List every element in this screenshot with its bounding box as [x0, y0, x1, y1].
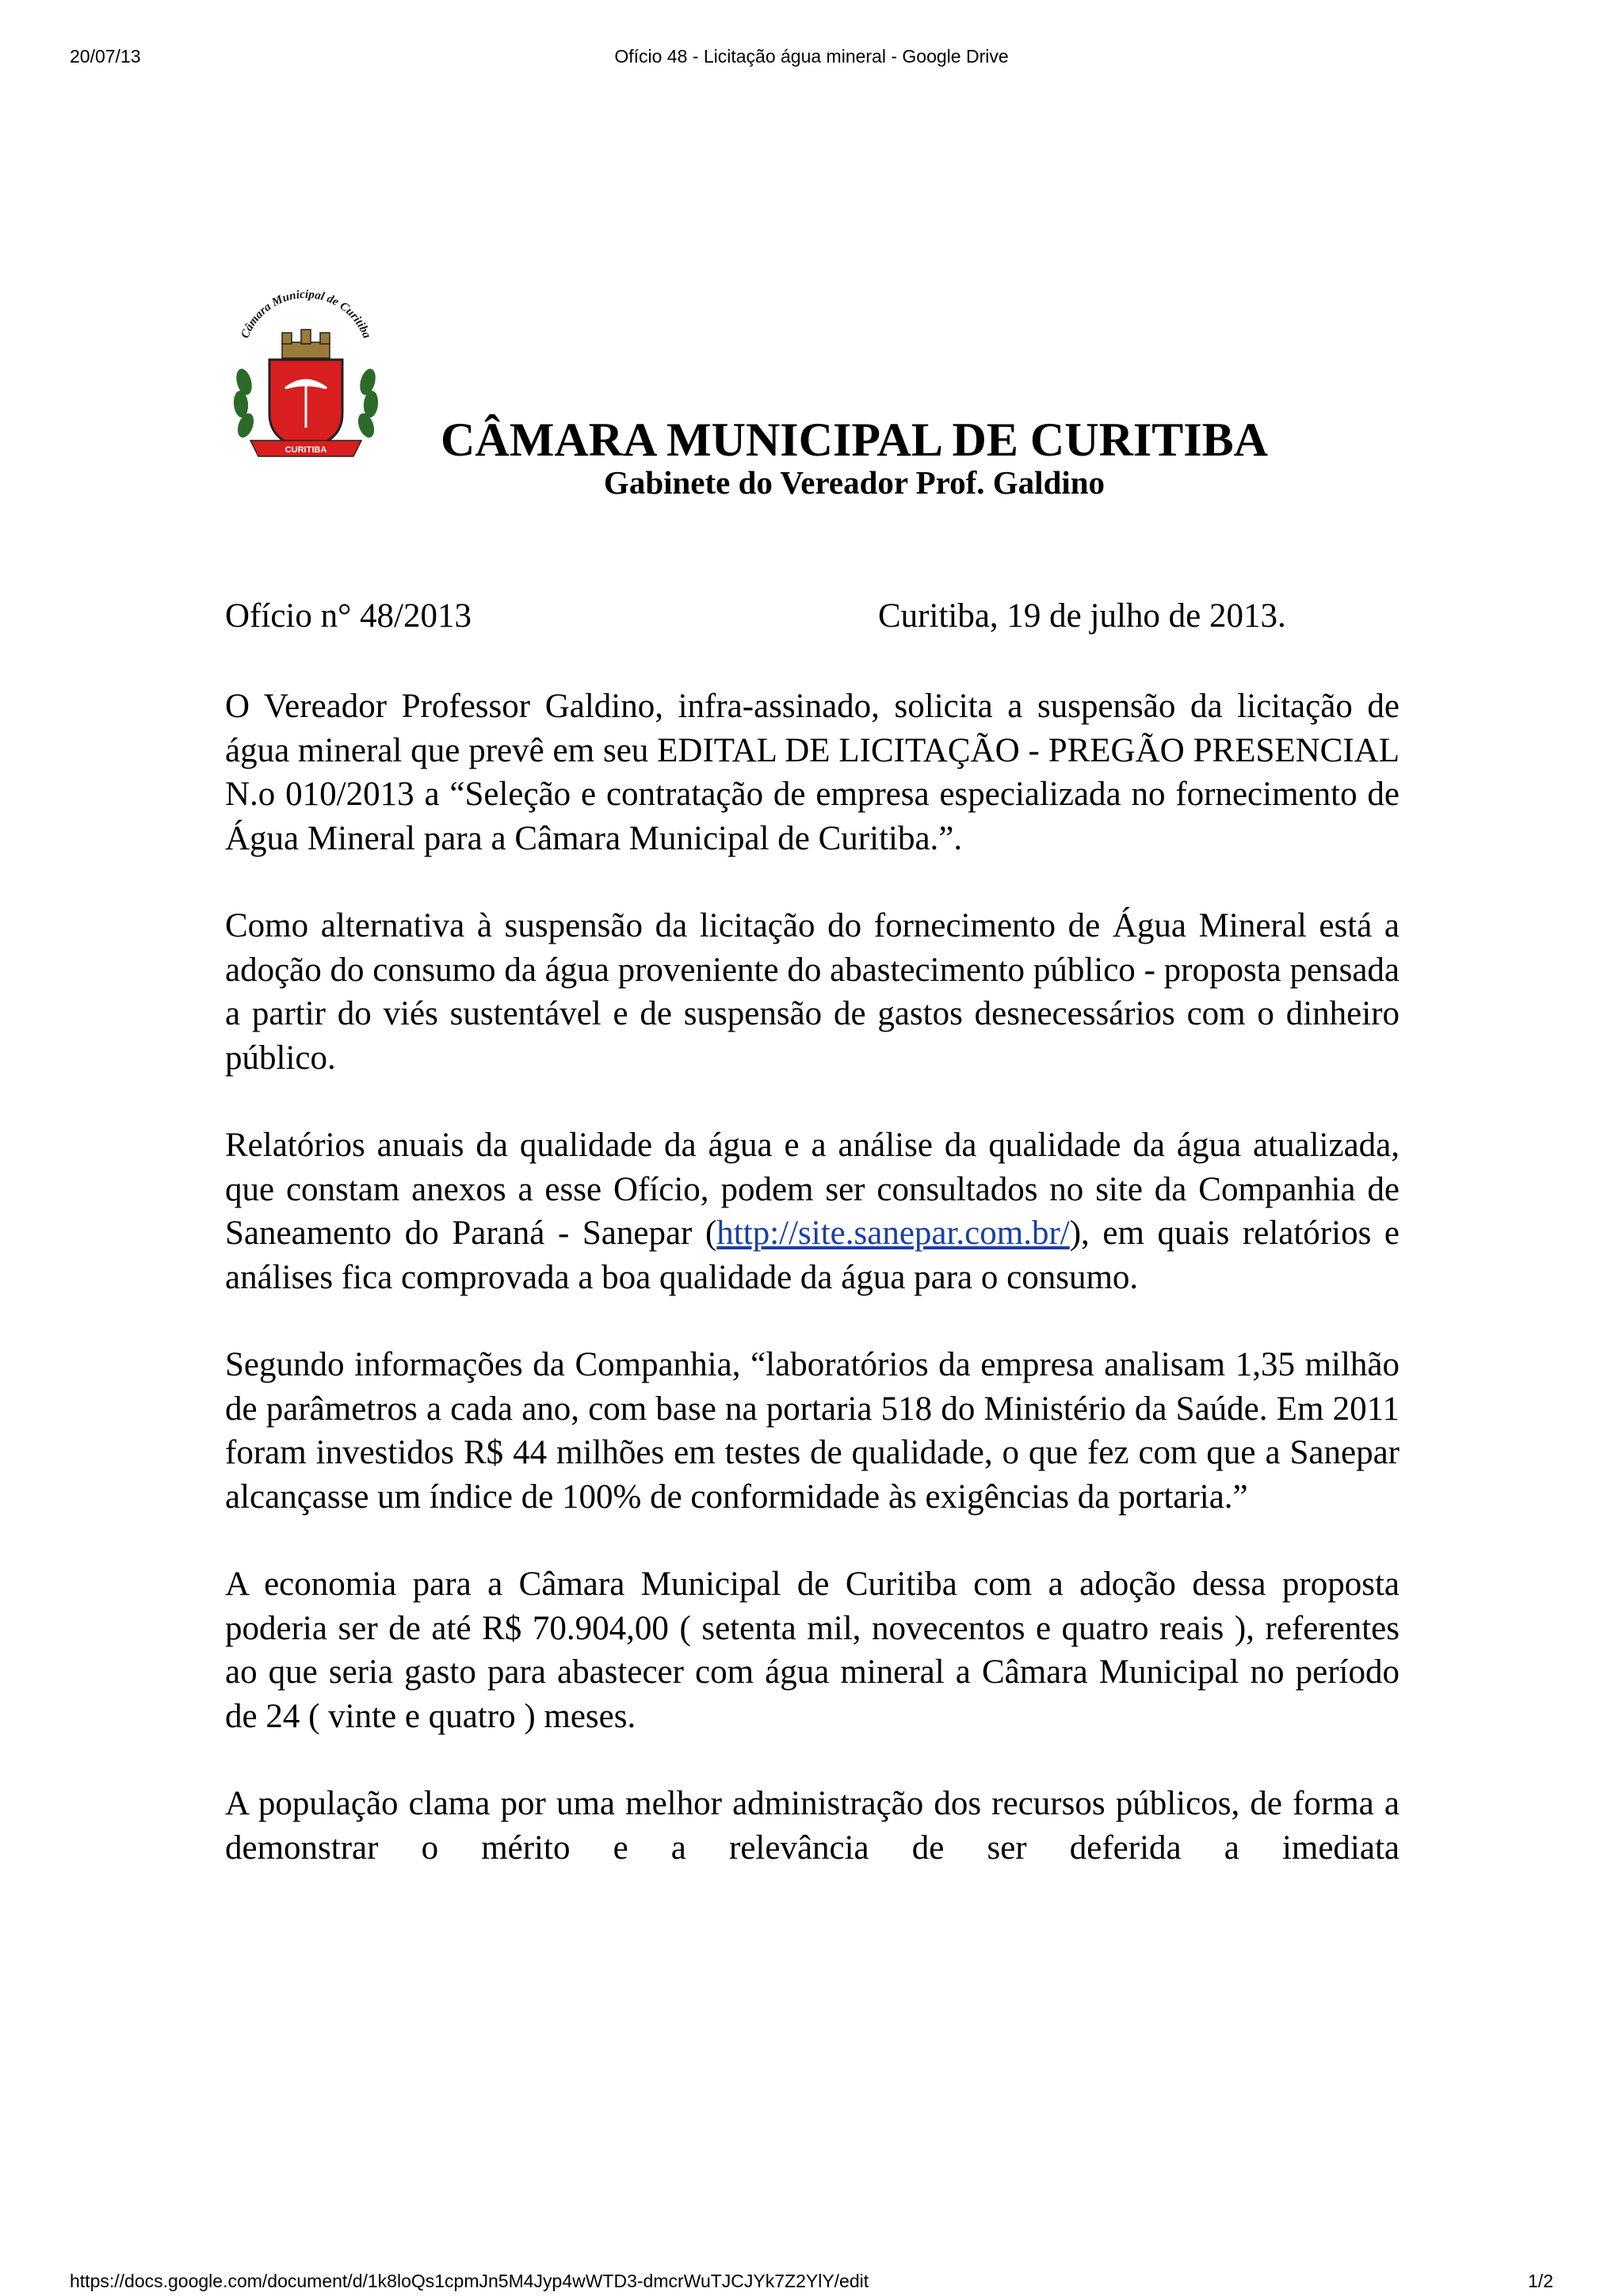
print-title: Ofício 48 - Licitação água mineral - Google Drive: [614, 46, 1009, 67]
municipal-seal-icon: [227, 287, 385, 463]
paragraph-population: A população clama por uma melhor administração dos recursos públicos, de forma a demonstrar o mérito e a relevância de ser deferida a imediata: [225, 1785, 1400, 1867]
seal-banner-text: CURITIBA: [285, 445, 327, 455]
sanepar-link[interactable]: http://site.sanepar.com.br/: [716, 1215, 1070, 1252]
paragraph-reports-text-b: ), em quais relatórios e análises fica comprovada a boa qualidade da água para o consumo.: [225, 1215, 1400, 1296]
paragraph-alternative: Como alternativa à suspensão da licitação do fornecimento de Água Mineral está a adoção do consumo da água proveniente do abastecimento público - proposta pensada a partir do viés sustentável e de suspensão de gastos desnecessários com o dinheiro público.: [225, 907, 1400, 1077]
paragraph-savings: A economia para a Câmara Municipal de Curitiba com a adoção dessa proposta poderia ser de até R$ 70.904,00 ( setenta mil, novecentos e quatro reais ), referentes ao que seria gasto para abastecer com água mineral a Câmara Municipal no período de 24 ( vinte e quatro ) meses.: [225, 1566, 1400, 1735]
print-date: 20/07/13: [70, 46, 141, 67]
paragraph-request: O Vereador Professor Galdino, infra-assinado, solicita a suspensão da licitação de água mineral que prevê em seu EDITAL DE LICITAÇÃO - PREGÃO PRESENCIAL N.o 010/2013 a “Seleção e contratação de empresa especializada no fornecimento de Água Mineral para a Câmara Municipal de Curitiba.”.: [225, 688, 1400, 857]
office-subtitle: Gabinete do Vereador Prof. Galdino: [603, 464, 1106, 501]
institution-title: CÂMARA MUNICIPAL DE CURITIBA: [441, 414, 1268, 466]
print-url: https://docs.google.com/document/d/1k8loQs1cpmJn5M4Jyp4wWTD3-dmcrWuTJCJYk7Z2YlY/edit: [70, 2271, 869, 2291]
letter-body: [225, 685, 1400, 1913]
print-page-number: 1/2: [1528, 2271, 1553, 2291]
paragraph-reports: [225, 1123, 1400, 1299]
paragraph-reports-text-a: Relatórios anuais da qualidade da água e a análise da qualidade da água atualizada, que constam anexos a esse Ofício, podem ser consultados no site da Companhia de Saneamento do Paraná - Sanepar (: [225, 1127, 1400, 1252]
seal-arc-text: Câmara Municipal de Curitiba: [239, 288, 373, 341]
oficio-number: Ofício n° 48/2013: [225, 597, 472, 635]
paragraph-company-info: Segundo informações da Companhia, “laboratórios da empresa analisam 1,35 milhão de parâmetros a cada ano, com base na portaria 518 do Ministério da Saúde. Em 2011 foram investidos R$ 44 milhões em testes de qualidade, o que fez com que a Sanepar alcançasse um índice de 100% de conformidade às exigências da portaria.”: [225, 1346, 1400, 1516]
place-date: Curitiba, 19 de julho de 2013.: [878, 597, 1286, 635]
